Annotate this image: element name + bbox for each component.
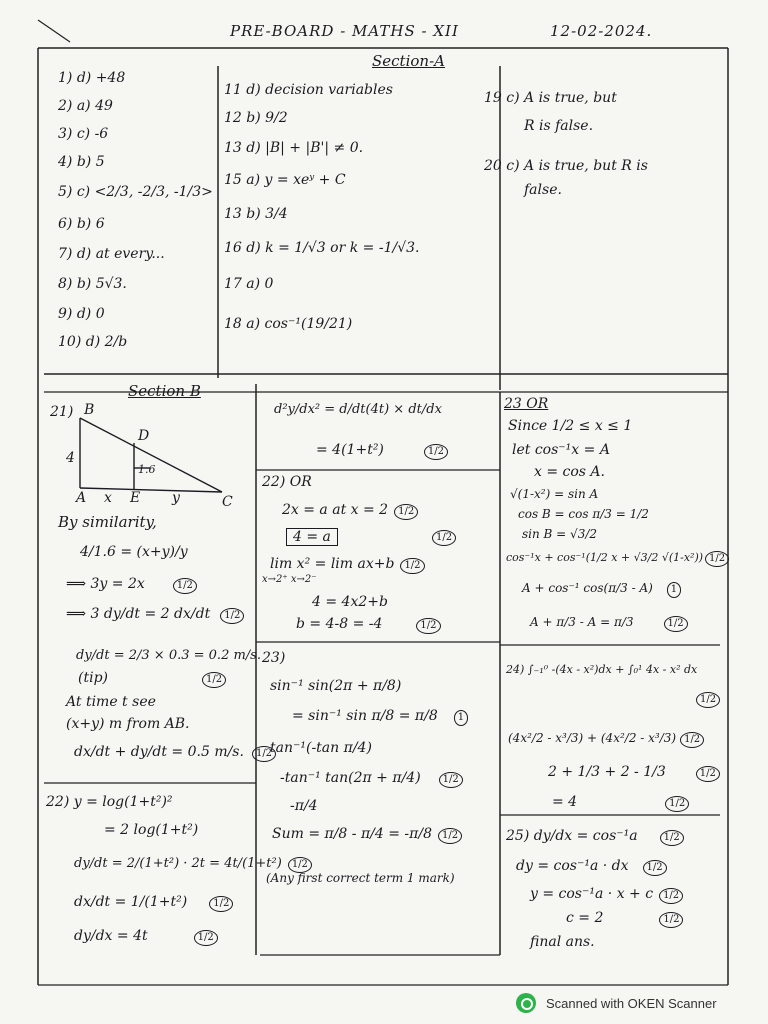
q24-line: 2 + 1/3 + 2 - 1/3 1/2 <box>548 764 720 782</box>
answer-19-cont: R is false. <box>524 118 594 134</box>
mark-badge: 1/2 <box>696 766 720 782</box>
q23or-line: cos B = cos π/3 = 1/2 <box>518 507 649 521</box>
mark-badge: 1/2 <box>400 558 424 574</box>
q23-line: -π/4 <box>290 798 318 814</box>
answer-15: 15 a) y = xeʸ + C <box>224 172 346 188</box>
answer-2: 2) a) 49 <box>58 98 113 114</box>
section-b-title: Section B <box>128 382 201 400</box>
q23or-line: Since 1/2 ≤ x ≤ 1 <box>508 418 633 434</box>
answer-3: 3) c) -6 <box>58 126 109 142</box>
mark-badge: 1/2 <box>432 530 456 546</box>
answer-20: 20 c) A is true, but R is <box>484 158 648 174</box>
answer-20-cont: false. <box>524 182 562 198</box>
answer-6: 6) b) 6 <box>58 216 105 232</box>
answer-19: 19 c) A is true, but <box>484 90 617 106</box>
q22or-line: x→2⁺ x→2⁻ <box>262 574 317 585</box>
mark-badge: 1/2 <box>416 618 440 634</box>
mark-badge: 1/2 <box>288 857 312 873</box>
label-x: x <box>104 490 112 506</box>
q21-line: At time t see <box>66 694 156 710</box>
answer-16: 16 d) k = 1/√3 or k = -1/√3. <box>224 240 420 256</box>
q23or-line: let cos⁻¹x = A <box>512 442 610 458</box>
mark-badge: 1/2 <box>439 772 463 788</box>
q22or-line: lim x² = lim ax+b 1/2 <box>270 556 425 574</box>
answer-7: 7) d) at every... <box>58 246 165 262</box>
q22-line: dx/dt = 1/(1+t²) 1/2 <box>74 894 233 912</box>
q23or-line: sin B = √3/2 <box>522 527 597 541</box>
q23or-line: 23 OR <box>504 396 549 412</box>
q24-line: = 4 1/2 <box>552 794 689 812</box>
q23or-line: x = cos A. <box>534 464 605 480</box>
q22or-line: 22) OR <box>262 474 312 490</box>
q25-line: dy = cos⁻¹a · dx 1/2 <box>516 858 667 876</box>
q21-line: (tip) 1/2 <box>78 670 226 688</box>
q22or-line: b = 4-8 = -4 1/2 <box>296 616 441 634</box>
mark-badge: 1/2 <box>659 912 683 928</box>
q23or-line: √(1-x²) = sin A <box>510 487 599 501</box>
q25-line: c = 2 1/2 <box>566 910 683 928</box>
q23-note: (Any first correct term 1 mark) <box>266 871 455 885</box>
answer-11: 11 d) decision variables <box>224 82 393 98</box>
label-b: B <box>84 402 95 418</box>
mark-badge: 1/2 <box>209 896 233 912</box>
answer-8: 8) b) 5√3. <box>58 276 127 292</box>
mark-badge: 1/2 <box>705 551 729 567</box>
similar-triangle-diagram <box>80 418 222 492</box>
label-d: D <box>138 428 150 444</box>
q21-line: By similarity, <box>58 513 157 531</box>
q21-line: dx/dt + dy/dt = 0.5 m/s. 1/2 <box>74 744 276 762</box>
q22-line: = 2 log(1+t²) <box>104 822 199 838</box>
q25-line: y = cos⁻¹a · x + c 1/2 <box>530 886 683 904</box>
answer-17: 17 a) 0 <box>224 276 274 292</box>
scanner-logo-icon <box>516 993 536 1013</box>
answer-5: 5) c) <2/3, -2/3, -1/3> <box>58 184 213 200</box>
answer-10: 10) d) 2/b <box>58 334 128 350</box>
mark-badge: 1/2 <box>696 692 720 708</box>
mark-badge: 1 <box>667 582 681 598</box>
mark-badge: 1/2 <box>660 830 684 846</box>
cont-line: = 4(1+t²) 1/2 <box>316 442 448 460</box>
answer-1: 1) d) +48 <box>58 70 126 86</box>
q21-number: 21) <box>50 404 74 420</box>
q23or-line: A + cos⁻¹ cos(π/3 - A) 1 <box>522 580 681 598</box>
q22or-line: 2x = a at x = 2 1/2 <box>282 502 418 520</box>
q22-line: dy/dt = 2/(1+t²) · 2t = 4t/(1+t²) 1/2 <box>74 856 312 873</box>
mark-badge: 1/2 <box>659 888 683 904</box>
q23or-line: A + π/3 - A = π/3 1/2 <box>530 614 688 632</box>
cont-line: d²y/dx² = d/dt(4t) × dt/dx <box>274 402 442 417</box>
q22or-line: 4 = 4x2+b <box>312 594 388 610</box>
label-e: E <box>130 490 141 506</box>
answer-14: 13 b) 3/4 <box>224 206 288 222</box>
q22or-boxed: 4 = a <box>286 528 338 546</box>
mark-badge: 1/2 <box>643 860 667 876</box>
q22-line: 22) y = log(1+t²)² <box>46 794 173 810</box>
mark-badge: 1 <box>454 710 468 726</box>
q22-line: dy/dx = 4t 1/2 <box>74 928 218 946</box>
q24-line: (4x²/2 - x³/3) + (4x²/2 - x³/3) 1/2 <box>508 730 704 748</box>
mark-badge: 1/2 <box>194 930 218 946</box>
mark-badge: 1/2 <box>664 616 688 632</box>
q24-line: 24) ∫₋₁⁰ -(4x - x²)dx + ∫₀¹ 4x - x² dx <box>506 663 698 676</box>
page-header <box>230 22 653 40</box>
label-a: A <box>76 490 87 506</box>
label-y: y <box>172 490 180 506</box>
scanner-watermark <box>516 993 717 1013</box>
q21-line: 4/1.6 = (x+y)/y <box>80 544 188 560</box>
q23-line: 23) <box>262 650 286 666</box>
mark-badge: 1/2 <box>424 444 448 460</box>
q24-mark-holder <box>690 690 720 708</box>
q23-line: -tan⁻¹ tan(2π + π/4) 1/2 <box>280 770 463 788</box>
q22or-mark-holder <box>426 528 456 546</box>
mark-badge: 1/2 <box>680 732 704 748</box>
q23-line: Sum = π/8 - π/4 = -π/8 1/2 <box>272 826 462 844</box>
q23-line: tan⁻¹(-tan π/4) <box>270 740 372 756</box>
mark-badge: 1/2 <box>394 504 418 520</box>
q21-line: ⟹ 3 dy/dt = 2 dx/dt 1/2 <box>66 606 244 624</box>
answer-13: 13 d) |B| + |B'| ≠ 0. <box>224 140 364 156</box>
mark-badge: 1/2 <box>173 578 197 594</box>
exam-date: 12-02-2024. <box>550 22 653 40</box>
section-a-title: Section-A <box>372 52 445 70</box>
q23-line: sin⁻¹ sin(2π + π/8) <box>270 678 402 694</box>
q23or-line: cos⁻¹x + cos⁻¹(1/2 x + √3/2 √(1-x²)) 1/2 <box>506 550 729 567</box>
mark-badge: 1/2 <box>220 608 244 624</box>
mark-badge: 1/2 <box>665 796 689 812</box>
label-c: C <box>222 494 233 510</box>
q21-line: ⟹ 3y = 2x 1/2 <box>66 576 197 594</box>
scanner-text: Scanned with OKEN Scanner <box>546 995 717 1011</box>
q23-line: = sin⁻¹ sin π/8 = π/8 1 <box>292 708 468 726</box>
q21-line: (x+y) m from AB. <box>66 716 190 732</box>
mark-badge: 1/2 <box>202 672 226 688</box>
q21-line: dy/dt = 2/3 × 0.3 = 0.2 m/s. <box>76 648 261 663</box>
label-side: 4 <box>66 450 75 466</box>
answer-4: 4) b) 5 <box>58 154 105 170</box>
answer-9: 9) d) 0 <box>58 306 105 322</box>
q25-line: 25) dy/dx = cos⁻¹a 1/2 <box>506 828 684 846</box>
mark-badge: 1/2 <box>252 746 276 762</box>
answer-18: 18 a) cos⁻¹(19/21) <box>224 316 353 332</box>
answer-12: 12 b) 9/2 <box>224 110 288 126</box>
mark-badge: 1/2 <box>438 828 462 844</box>
label-mid: 1.6 <box>138 463 156 476</box>
q25-line: final ans. <box>530 934 595 950</box>
exam-title: PRE-BOARD - MATHS - XII <box>230 22 459 40</box>
